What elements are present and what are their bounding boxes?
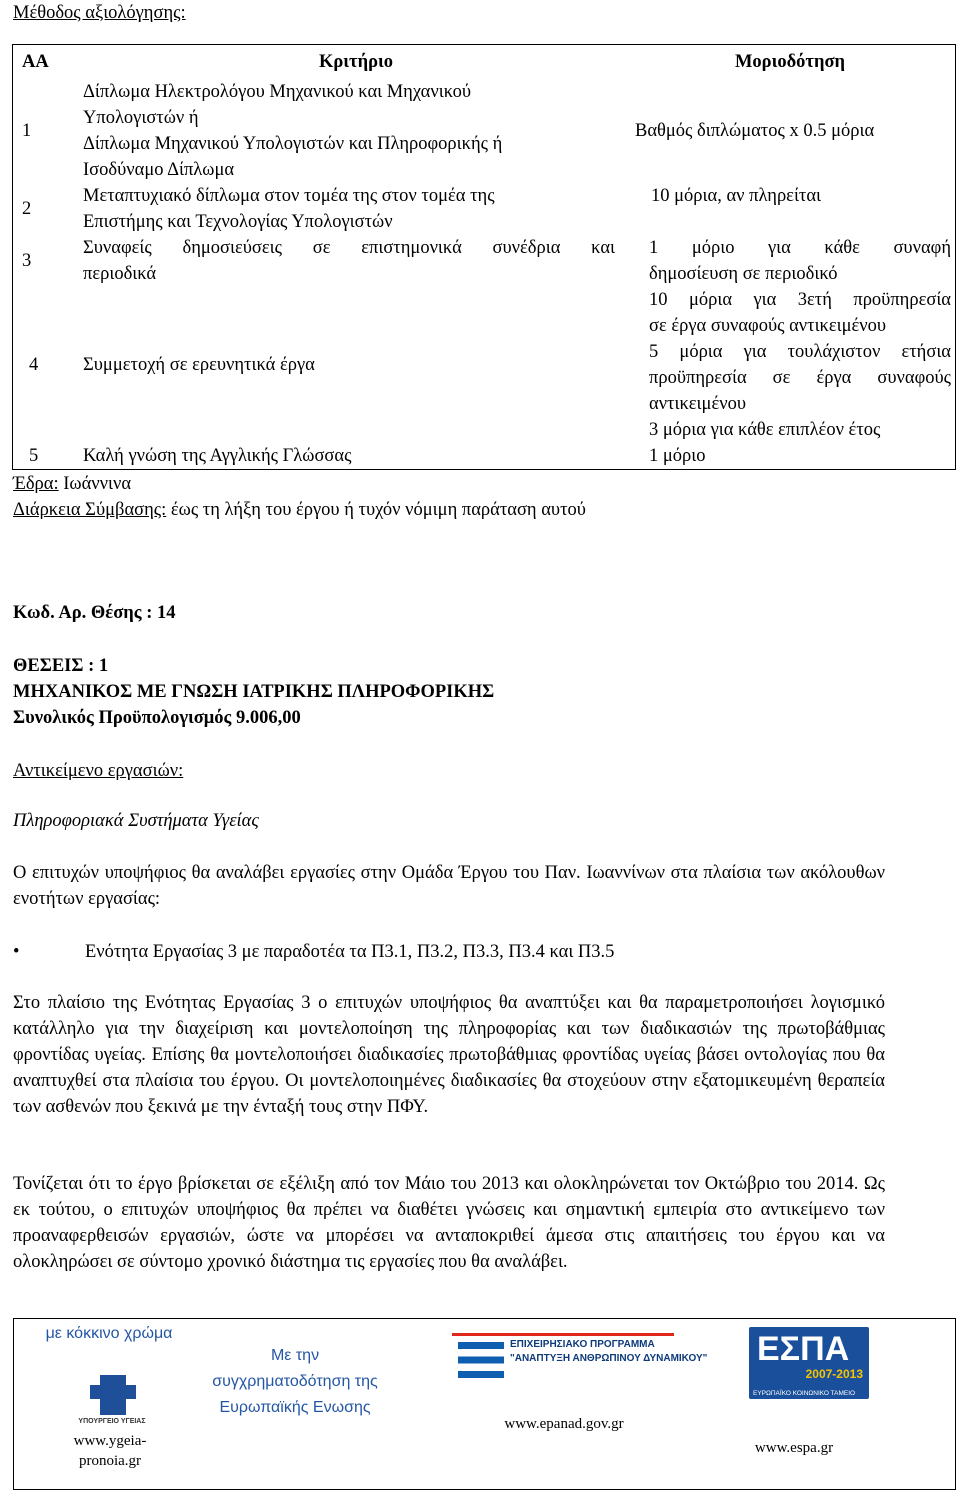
- points-line: αντικειμένου: [649, 394, 746, 414]
- subject-value: Πληροφοριακά Συστήματα Υγείας: [13, 811, 259, 831]
- row-criterion: [81, 235, 629, 287]
- header-aa: ΑΑ: [22, 52, 49, 72]
- duration-value: έως τη λήξη του έργου ή τυχόν νόμιμη παράταση αυτού: [166, 500, 586, 520]
- points-line: Βαθμός διπλώματος x 0.5 μόρια: [635, 121, 875, 141]
- funding-footer: [13, 1318, 956, 1490]
- points-line: 5 μόρια για τουλάχιστον ετήσια: [649, 342, 951, 362]
- total-budget: Συνολικός Προϋπολογισμός 9.006,00: [13, 708, 301, 728]
- criterion-line: Υπολογιστών ή: [83, 108, 199, 128]
- position-title: ΜΗΧΑΝΙΚΟΣ ΜΕ ΓΝΩΣΗ ΙΑΤΡΙΚΗΣ ΠΛΗΡΟΦΟΡΙΚΗΣ: [13, 682, 495, 702]
- table-row: [13, 443, 955, 469]
- cross-icon: [100, 1375, 126, 1415]
- subject-label: Αντικείμενο εργασιών:: [13, 761, 184, 781]
- row-criterion: [81, 183, 629, 235]
- row-aa: 3: [22, 251, 32, 271]
- table-row: [13, 79, 955, 183]
- positions-count: ΘΕΣΕΙΣ : 1: [13, 656, 109, 676]
- red-note: με κόκκινο χρώμα: [45, 1325, 173, 1342]
- points-line: προϋπηρεσία σε έργα συναφούς: [649, 368, 951, 388]
- bullet-text: Ενότητα Εργασίας 3 με παραδοτέα τα Π3.1, Π3.2, Π3.3, Π3.4 και Π3.5: [85, 942, 615, 962]
- table-row: [13, 183, 955, 235]
- greek-flag-icon: [458, 1342, 504, 1378]
- espa-years: 2007-2013: [805, 1367, 863, 1381]
- criterion-line: Ισοδύναμο Δίπλωμα: [83, 160, 235, 180]
- table-row: [13, 235, 955, 287]
- header-points: Μοριοδότηση: [734, 52, 846, 72]
- points-line: 1 μόριο για κάθε συναφή: [649, 238, 951, 258]
- paragraph-requirements: Τονίζεται ότι το έργο βρίσκεται σε εξέλιξη από τον Μάιο του 2013 και ολοκληρώνεται τον Οκτώβριο του 2014. Ως εκ τούτου, ο επιτυχών υποψήφιος θα πρέπει να διαθέτει γνώσεις και σημαντική εμπειρία στο αντικείμενο των προαναφερθεισών εργασιών, ώστε να μπορέσει να ανταποκριθεί άμεσα στις απαιτήσεις του έργου και να ολοκληρώσει σε σύντομο χρονικό διάστημα τις εργασίες που θα αναλάβει.: [13, 1174, 885, 1272]
- epanad-logo: [452, 1333, 708, 1383]
- epanad-line2: "ΑΝΑΠΤΥΞΗ ΑΝΘΡΩΠΙΝΟΥ ΔΥΝΑΜΙΚΟΥ": [510, 1353, 708, 1364]
- row-criterion: [81, 443, 629, 469]
- duration-label: Διάρκεια Σύμβασης:: [13, 500, 167, 520]
- espa-word: ΕΣΠΑ: [757, 1330, 850, 1368]
- row-aa: 4: [29, 355, 39, 375]
- table-row: [13, 287, 955, 443]
- criteria-table: [12, 44, 956, 470]
- sede-label: Έδρα:: [13, 474, 59, 494]
- row-aa: 1: [22, 121, 32, 141]
- paragraph-description: Στο πλαίσιο της Ενότητας Εργασίας 3 ο επιτυχών υποψήφιος θα αναπτύξει και θα παραμετροποιήσει λογισμικό κατάλληλο για την διαχείριση και μοντελοποίηση της πληροφορίας και των διαδικασιών της πρωτοβάθμιας φροντίδας υγείας. Επίσης θα μοντελοποιήσει διαδικασίες πρωτοβάθμιας φροντίδας υγείας βάσει οντολογίας που θα αναπτυχθεί στα πλαίσια του έργου. Οι μοντελοποιημένες διαδικασίες θα στοχεύουν στην εξατομικευμένη θεραπεία των ασθενών που ξεκινά με την ένταξή τους στην ΠΦΥ.: [13, 993, 885, 1117]
- criterion-line: Δίπλωμα Ηλεκτρολόγου Μηχανικού και Μηχανικού: [83, 82, 472, 102]
- points-line: δημοσίευση σε περιοδικό: [649, 264, 838, 284]
- evaluation-method-heading: Μέθοδος αξιολόγησης:: [13, 3, 186, 23]
- row-aa: 5: [29, 446, 39, 466]
- espa-url[interactable]: www.espa.gr: [754, 1440, 834, 1456]
- criterion-line: Συναφείς δημοσιεύσεις σε επιστημονικά συνέδρια και: [83, 238, 615, 258]
- criterion-line: Δίπλωμα Μηχανικού Υπολογιστών και Πληροφορικής ή: [83, 134, 503, 154]
- header-criterion: Κριτήριο: [319, 52, 393, 72]
- row-points: [629, 443, 955, 469]
- criterion-line: Καλή γνώση της Αγγλικής Γλώσσας: [83, 446, 352, 466]
- sede-value: Ιωάννινα: [58, 474, 132, 494]
- points-line: 10 μόρια, αν πληρείται: [651, 186, 822, 206]
- row-points: [629, 183, 955, 235]
- criterion-line: Μεταπτυχιακό δίπλωμα στον τομέα της στον τομέα της: [83, 186, 495, 206]
- points-line: σε έργα συναφούς αντικειμένου: [649, 316, 887, 336]
- epanad-line1: ΕΠΙΧΕΙΡΗΣΙΑΚΟ ΠΡΟΓΡΑΜΜΑ: [510, 1339, 655, 1350]
- row-aa: 2: [22, 199, 32, 219]
- criterion-line: περιοδικά: [83, 264, 157, 284]
- criterion-line: Συμμετοχή σε ερευνητικά έργα: [83, 355, 315, 375]
- row-criterion: [81, 79, 629, 183]
- points-line: 1 μόριο: [649, 446, 706, 466]
- espa-sub: ΕΥΡΩΠΑΪΚΟ ΚΟΙΝΩΝΙΚΟ ΤΑΜΕΙΟ: [753, 1390, 856, 1397]
- eu-cofunding-note: Με την συγχρηματοδότηση της Ευρωπαϊκής Ενωσης: [212, 1347, 378, 1416]
- ministry-caption: ΥΠΟΥΡΓΕΙΟ ΥΓΕΙΑΣ: [78, 1418, 146, 1425]
- row-points: [629, 79, 955, 183]
- sede-line: [13, 471, 131, 497]
- table-header-row: [13, 45, 955, 79]
- criterion-line: Επιστήμης και Τεχνολογίας Υπολογιστών: [83, 212, 393, 232]
- position-code: Κωδ. Αρ. Θέσης : 14: [13, 603, 176, 623]
- ministry-of-health-logo: [66, 1373, 158, 1429]
- duration-line: [13, 497, 586, 523]
- espa-logo: [749, 1327, 869, 1399]
- bullet-icon: •: [13, 942, 20, 962]
- points-line: 10 μόρια για 3ετή προϋπηρεσία: [649, 290, 951, 310]
- row-points: [629, 235, 955, 287]
- epanad-url[interactable]: www.epanad.gov.gr: [504, 1416, 624, 1432]
- points-line: 3 μόρια για κάθε επιπλέον έτος: [649, 420, 881, 440]
- row-criterion: [81, 287, 629, 443]
- row-points: [629, 287, 955, 443]
- paragraph-duties: Ο επιτυχών υποψήφιος θα αναλάβει εργασίες στην Ομάδα Έργου του Παν. Ιωαννίνων στα πλαίσια των ακόλουθων ενοτήτων εργασίας:: [13, 863, 885, 909]
- ygeia-url[interactable]: www.ygeia-pronoia.gr: [73, 1433, 147, 1469]
